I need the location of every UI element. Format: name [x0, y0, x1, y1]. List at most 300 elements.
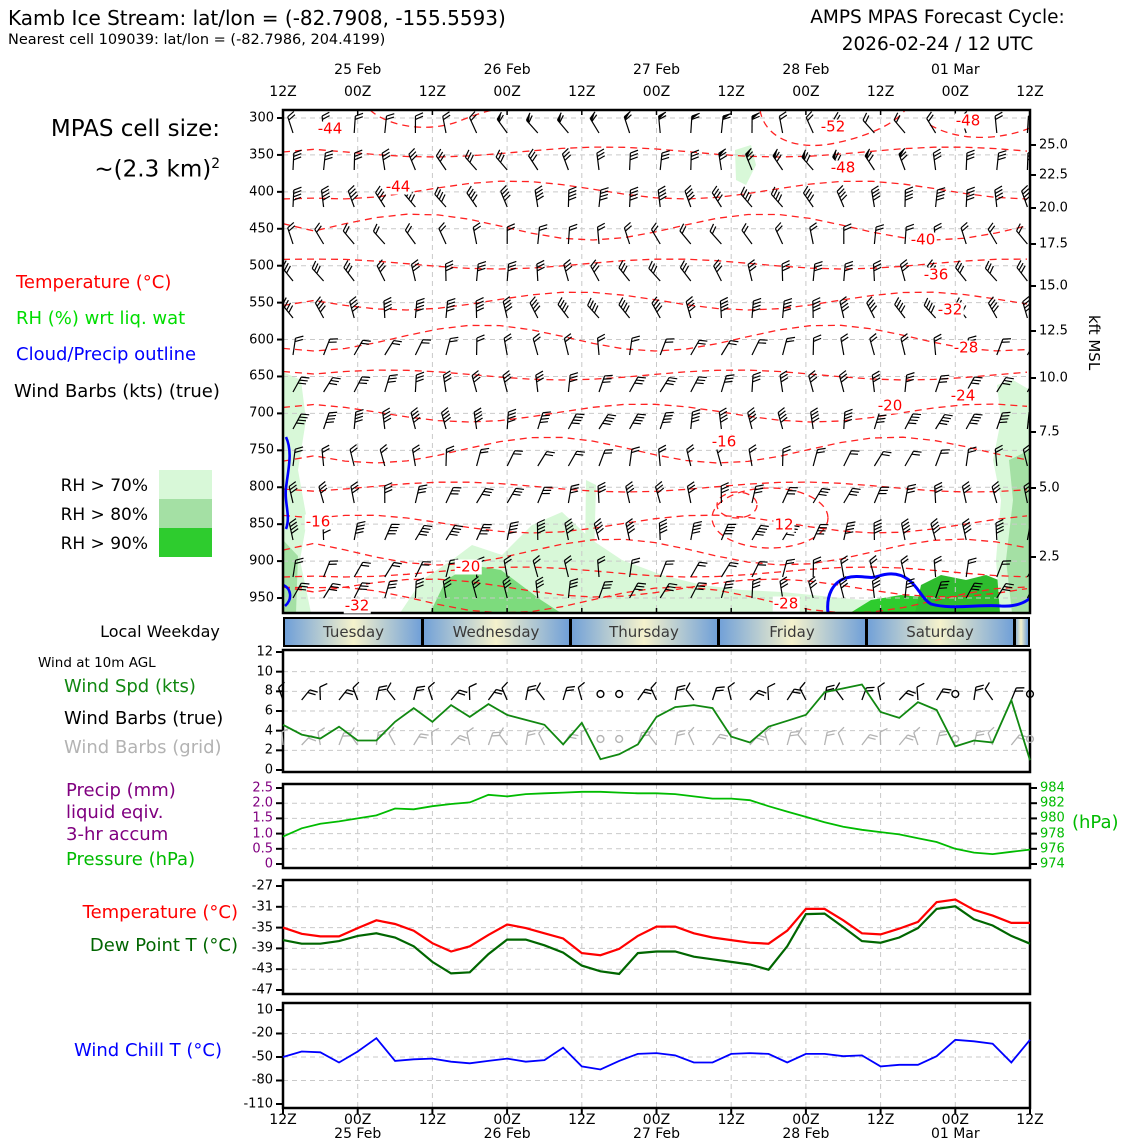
- wind-barb: [507, 261, 516, 282]
- pressure-unit-label: (hPa): [1072, 812, 1119, 833]
- wind-barb: [477, 335, 485, 355]
- y-tick-label: -47: [251, 982, 273, 998]
- top-date-label: 27 Feb: [632, 62, 681, 78]
- wind-barb: [752, 483, 764, 504]
- wind-barb: [678, 224, 697, 244]
- weekday-label: Thursday: [609, 623, 679, 641]
- wind-barbs-true-label: Wind Barbs (true): [64, 708, 224, 729]
- wind-barb: [787, 729, 799, 747]
- wind-barb: [809, 223, 820, 244]
- bottom-time-tick-label: 12Z: [717, 1112, 745, 1128]
- wind-barb: [376, 260, 392, 281]
- temp-label: Temperature (°C): [82, 902, 238, 923]
- y-tick-label: 2: [264, 742, 273, 758]
- y-tick-label: -27: [251, 878, 273, 894]
- wind-barb: [813, 298, 821, 318]
- bottom-time-tick-label: 00Z: [792, 1112, 820, 1128]
- wind-barb: [385, 560, 402, 581]
- y-tick-label: 1.5: [252, 810, 273, 826]
- wind-barb: [752, 337, 768, 358]
- wind-barb: [451, 688, 467, 705]
- contour-label: -40: [910, 230, 936, 249]
- wind-barb: [713, 732, 729, 750]
- wind-barb: [385, 521, 400, 543]
- legend-cloud: Cloud/Precip outline: [16, 344, 197, 365]
- wind-barb: [488, 687, 504, 704]
- top-time-tick-label: 00Z: [941, 84, 969, 100]
- dew-label: Dew Point T (°C): [89, 935, 238, 956]
- wind-barb: [438, 223, 453, 244]
- wind-barb: [901, 519, 912, 540]
- kft-tick-label: 20.0: [1039, 200, 1068, 216]
- wind-barb: [966, 150, 974, 171]
- bottom-date-label: 28 Feb: [782, 1126, 830, 1140]
- wind-barb: [900, 556, 912, 577]
- wind-barb: [488, 730, 500, 748]
- pressure-right-tick-label: 978: [1040, 826, 1065, 842]
- contour-label: -28: [773, 594, 799, 613]
- wind-barb: [638, 730, 650, 748]
- kft-axis-label: kft MSL: [1085, 315, 1103, 371]
- wind-barb: [314, 297, 330, 318]
- wind-barb: [376, 684, 387, 701]
- wind-barb: [839, 371, 851, 392]
- wind-barb: [310, 261, 329, 281]
- wind-barb: [747, 408, 759, 429]
- wind-barb: [974, 729, 985, 746]
- bottom-date-label: 01 Mar: [930, 1126, 980, 1140]
- wind-barb: [802, 186, 820, 207]
- y-tick-label: 0: [264, 762, 273, 778]
- wind-barb: [869, 556, 882, 577]
- wind-barb: [446, 485, 461, 506]
- top-time-tick-label: 00Z: [493, 84, 521, 100]
- wind-barb: [954, 261, 972, 281]
- wind-barb: [446, 298, 455, 319]
- wind-barb: [675, 684, 685, 701]
- wind-barb: [597, 334, 606, 355]
- wind-barb: [293, 187, 301, 208]
- temperature-contour: [283, 567, 1027, 577]
- wind-barb: [411, 260, 423, 281]
- wind-barb: [526, 684, 536, 701]
- wind-barb: [747, 260, 759, 281]
- wind-barb: [865, 297, 881, 318]
- forecast-cycle-line2: 2026-02-24 / 12 UTC: [841, 33, 1034, 55]
- y-tick-label: -35: [251, 920, 273, 936]
- wind-barb: [783, 557, 795, 578]
- wind-barb: [740, 223, 758, 244]
- calm-wind-circle: [616, 736, 623, 743]
- wind-barb: [556, 297, 574, 318]
- wind-barb: [966, 411, 982, 432]
- wind-barb: [446, 261, 454, 281]
- wind-barb: [593, 519, 606, 540]
- wind-barb: [937, 686, 952, 704]
- contour-label: -44: [317, 119, 343, 138]
- y-tick-label: -43: [251, 961, 273, 977]
- wind-barb: [937, 729, 948, 747]
- wind-barb: [623, 111, 637, 133]
- temperature-contour: [283, 292, 1027, 310]
- wind-barb: [844, 409, 853, 430]
- wind-barb: [691, 520, 702, 541]
- wind-barb: [685, 297, 698, 318]
- wind-barb: [900, 334, 912, 355]
- wind-barb: [599, 187, 609, 208]
- wind-barb: [782, 261, 790, 281]
- wind-barb: [477, 447, 490, 468]
- wind-barb: [658, 112, 668, 133]
- pressure-right-tick-label: 976: [1040, 841, 1065, 857]
- wind-barb: [598, 482, 607, 503]
- wind-barb: [408, 148, 423, 170]
- kft-tick-label: 17.5: [1039, 236, 1068, 252]
- forecast-cycle-line1: AMPS MPAS Forecast Cycle:: [810, 7, 1065, 28]
- contour-label: -52: [820, 117, 846, 136]
- wind-barb: [933, 149, 943, 170]
- wind-barb: [349, 445, 361, 466]
- wind-barb: [718, 149, 729, 170]
- y-tick-label: -80: [251, 1072, 273, 1088]
- top-date-label: 26 Feb: [483, 62, 531, 78]
- wind-barb: [563, 684, 575, 702]
- wind-barb: [302, 687, 318, 704]
- pressure-tick-label: 750: [249, 442, 274, 458]
- bottom-time-tick-label: 12Z: [866, 1112, 895, 1128]
- wind-barb: [691, 560, 708, 581]
- wind-barb: [936, 412, 953, 433]
- bottom-time-tick-label: 12Z: [418, 1112, 447, 1128]
- y-tick-label: -20: [251, 1025, 273, 1041]
- wind-barb: [495, 112, 514, 133]
- wind-barb: [526, 729, 536, 746]
- wind-barb: [354, 409, 363, 430]
- wind-barb: [630, 411, 646, 432]
- wind-barb: [347, 185, 361, 207]
- wind-barb: [415, 372, 424, 393]
- wind-barb: [476, 298, 484, 318]
- wind-barb: [350, 482, 361, 503]
- wind-barb: [934, 556, 943, 577]
- wind-barb: [660, 150, 670, 171]
- wind-barb: [873, 260, 882, 281]
- temperature-contour: [283, 325, 1027, 351]
- bottom-time-tick-label: 00Z: [343, 1112, 372, 1128]
- wind-barb: [687, 727, 701, 745]
- wind-barb: [752, 113, 760, 134]
- wind-barb: [442, 112, 453, 133]
- wind-barb: [779, 112, 790, 133]
- wind-barb: [623, 222, 636, 244]
- wind-barb: [913, 727, 925, 745]
- wind-barb: [658, 186, 668, 207]
- wind-barb: [893, 297, 911, 318]
- wind-barb: [538, 224, 547, 245]
- wind-barb: [354, 338, 371, 359]
- wind-barb: [463, 150, 482, 170]
- bottom-time-tick-label: 12Z: [1016, 1112, 1044, 1128]
- wind-barb: [825, 729, 836, 746]
- y-tick-label: -50: [251, 1049, 273, 1065]
- weekday-label: Friday: [769, 623, 815, 641]
- top-date-label: 25 Feb: [334, 62, 382, 78]
- wind-barb: [589, 260, 605, 281]
- bottom-time-tick-label: 12Z: [269, 1112, 297, 1128]
- wind-barb: [322, 445, 331, 466]
- wind-barb: [752, 372, 761, 393]
- pressure-tick-label: 400: [249, 184, 274, 200]
- kft-tick-label: 10.0: [1039, 370, 1068, 386]
- precip-label-2: liquid eqiv.: [66, 802, 164, 823]
- wind-barb: [777, 408, 790, 429]
- wind-spd-label: Wind Spd (kts): [64, 676, 196, 697]
- wind-barb: [387, 727, 401, 745]
- wind-barb: [899, 688, 916, 705]
- pressure-tick-label: 700: [249, 405, 274, 421]
- wind-barb: [599, 412, 616, 433]
- wind-barb: [585, 298, 604, 318]
- pressure-right-tick-label: 982: [1040, 795, 1065, 811]
- wind-barb: [900, 260, 913, 281]
- wind-barb: [780, 371, 790, 392]
- wind-barb: [836, 185, 851, 207]
- pressure-tick-label: 350: [249, 147, 274, 163]
- wind-barb: [1021, 185, 1035, 207]
- kft-tick-label: 25.0: [1039, 137, 1068, 153]
- wind-barb: [934, 334, 943, 355]
- wind-barb: [563, 260, 576, 281]
- cell-size-line2: ~(2.3 km)$^2$: [94, 156, 220, 183]
- wind-barb: [385, 338, 402, 359]
- wind-barb: [874, 449, 891, 470]
- wind-barbs-grid-label: Wind Barbs (grid): [64, 737, 222, 758]
- wind-barb: [339, 730, 352, 748]
- wind-barb: [287, 222, 300, 244]
- wind-barb: [675, 729, 685, 746]
- wind-barb: [630, 150, 638, 171]
- contour-label: -32: [937, 300, 963, 319]
- wind-barb: [813, 557, 821, 577]
- wind-barb: [869, 334, 882, 355]
- wind-barb: [721, 560, 738, 581]
- wind-barb: [925, 112, 942, 133]
- rh-shading-patch: [735, 145, 756, 185]
- wind-barb: [966, 557, 976, 578]
- contour-label: -44: [385, 177, 411, 196]
- top-time-tick-label: 00Z: [792, 84, 820, 100]
- wind-barb: [783, 446, 791, 466]
- legend-temperature: Temperature (°C): [16, 272, 172, 293]
- y-tick-label: 0: [264, 856, 273, 872]
- wind-barb: [507, 486, 524, 507]
- wind-barb: [630, 335, 640, 356]
- wind-barb: [324, 410, 338, 432]
- wind-barb: [721, 338, 738, 359]
- wind-barb: [468, 112, 483, 133]
- wind-barb: [844, 224, 852, 244]
- wind-barb: [527, 149, 544, 170]
- bottom-time-tick-label: 12Z: [568, 1112, 596, 1128]
- y-tick-label: 2.5: [252, 780, 273, 796]
- pressure-tick-label: 550: [249, 295, 274, 311]
- pressure-right-tick-label: 984: [1040, 780, 1065, 796]
- y-tick-label: 8: [264, 683, 273, 699]
- wind-barb: [1022, 297, 1035, 318]
- wind-barb: [324, 336, 338, 358]
- wind-barb: [414, 684, 425, 702]
- top-time-tick-label: 12Z: [269, 84, 297, 100]
- precip-label-3: 3-hr accum: [66, 824, 169, 845]
- wind-barb: [739, 187, 758, 207]
- wind-barb: [712, 260, 728, 281]
- wind-barb: [568, 372, 578, 393]
- y-tick-label: 0.5: [252, 841, 273, 857]
- wind-barb: [324, 375, 341, 396]
- y-tick-label: -31: [251, 899, 273, 915]
- wind-barb: [568, 483, 579, 504]
- wind-barb: [507, 224, 515, 244]
- wind-barb: [446, 523, 463, 544]
- y-tick-label: 2.0: [252, 795, 273, 811]
- wind-barb: [930, 519, 943, 540]
- wind-barb: [840, 556, 851, 577]
- wind-barb: [561, 148, 575, 170]
- top-time-tick-label: 12Z: [866, 84, 895, 100]
- wind-barb: [524, 112, 544, 133]
- top-time-tick-label: 00Z: [642, 84, 671, 100]
- wind-barb: [813, 446, 825, 467]
- pressure-tick-label: 500: [249, 258, 274, 274]
- wind-barb: [415, 113, 423, 133]
- y-tick-label: 1.0: [252, 826, 273, 842]
- wind-barb: [473, 223, 484, 244]
- pressure-tick-label: 650: [249, 368, 274, 384]
- wind-barb: [752, 559, 768, 580]
- wind-barb: [293, 150, 301, 171]
- wind-barb: [477, 522, 492, 544]
- pressure-tick-label: 950: [249, 590, 274, 606]
- weekday-label: Wednesday: [452, 623, 540, 641]
- wind-barb: [504, 334, 515, 355]
- wind-barb: [960, 222, 973, 244]
- wind-barb: [719, 408, 729, 429]
- wind-barb: [748, 445, 759, 466]
- wind-barb: [691, 113, 700, 134]
- contour-label: -32: [344, 596, 370, 615]
- wind-barb: [771, 149, 789, 170]
- kft-tick-label: 5.0: [1039, 480, 1060, 496]
- wind-barb: [691, 337, 708, 358]
- wind-barb: [752, 298, 761, 319]
- legend-rh: RH (%) wrt liq. wat: [16, 308, 186, 329]
- wind-barb: [862, 732, 878, 749]
- pressure-right-tick-label: 980: [1040, 810, 1065, 826]
- wind-barb: [691, 374, 707, 395]
- wind-barb: [385, 579, 398, 600]
- wind-barb: [774, 223, 789, 244]
- top-time-tick-label: 12Z: [717, 84, 745, 100]
- kft-tick-label: 22.5: [1039, 167, 1068, 183]
- wind-barb: [287, 111, 300, 133]
- wind-barb: [936, 447, 950, 469]
- wind-10m-header: Wind at 10m AGL: [38, 655, 156, 671]
- wind-barb: [844, 448, 860, 469]
- wind-barb: [597, 223, 606, 244]
- kft-tick-label: 15.0: [1039, 278, 1068, 294]
- wind-barb: [687, 482, 698, 503]
- wind-barb: [321, 186, 331, 207]
- wind-barb: [783, 485, 798, 506]
- wind-barb: [752, 523, 769, 544]
- precip-label-1: Precip (mm): [66, 780, 176, 801]
- wind-barb: [385, 483, 393, 503]
- wind-barb: [415, 523, 432, 544]
- wind-barb: [385, 373, 398, 394]
- contour-label: -16: [305, 512, 331, 531]
- wind-barb: [810, 408, 820, 429]
- wind-barb: [441, 408, 454, 429]
- wind-barb: [415, 298, 424, 319]
- legend-wind-barbs: Wind Barbs (kts) (true): [14, 381, 220, 402]
- wind-barb: [474, 408, 484, 429]
- wind-barb: [750, 688, 766, 705]
- contour-label: 12: [774, 515, 794, 534]
- bottom-time-tick-label: 00Z: [941, 1112, 969, 1128]
- wind-barb: [769, 187, 788, 207]
- wind-barb: [905, 411, 921, 432]
- wind-barb: [936, 373, 950, 395]
- wind-barb: [983, 261, 1002, 281]
- wind-barb: [721, 113, 731, 134]
- wind-barb: [415, 337, 431, 358]
- wind-barb: [471, 371, 484, 392]
- contour-label: -20: [877, 396, 903, 415]
- top-time-tick-label: 00Z: [343, 84, 372, 100]
- wind-barb: [354, 560, 371, 581]
- wind-barb: [502, 371, 514, 392]
- wind-barb: [446, 335, 458, 356]
- pressure-tick-label: 300: [249, 110, 274, 126]
- pressure-tick-label: 900: [249, 553, 274, 569]
- bottom-time-tick-label: 00Z: [642, 1112, 671, 1128]
- top-time-tick-label: 12Z: [568, 84, 596, 100]
- wind-barb: [502, 297, 514, 318]
- temperature-contour: [283, 147, 1027, 157]
- local-weekday-title: Local Weekday: [100, 622, 220, 641]
- wind-barb: [892, 113, 911, 133]
- wind-barb: [313, 223, 330, 244]
- y-tick-label: -39: [251, 940, 273, 956]
- wind-barb: [588, 111, 605, 133]
- wind-barb: [905, 187, 913, 207]
- wind-barb: [354, 520, 365, 541]
- wind-barb: [532, 334, 545, 355]
- wind-barb: [354, 374, 370, 395]
- pressure-right-tick-label: 974: [1040, 856, 1065, 872]
- wind-barb: [568, 448, 585, 469]
- wind-barb: [905, 448, 922, 469]
- wind-barb: [507, 448, 523, 469]
- wind-barb: [412, 445, 423, 466]
- pressure-tick-label: 450: [249, 221, 274, 237]
- weekday-label: Tuesday: [322, 623, 385, 641]
- wind-barb: [617, 298, 635, 318]
- wind-barb: [713, 685, 725, 703]
- wind-barb: [995, 186, 1005, 207]
- wind-barb: [385, 113, 394, 134]
- wind-barb: [568, 224, 577, 245]
